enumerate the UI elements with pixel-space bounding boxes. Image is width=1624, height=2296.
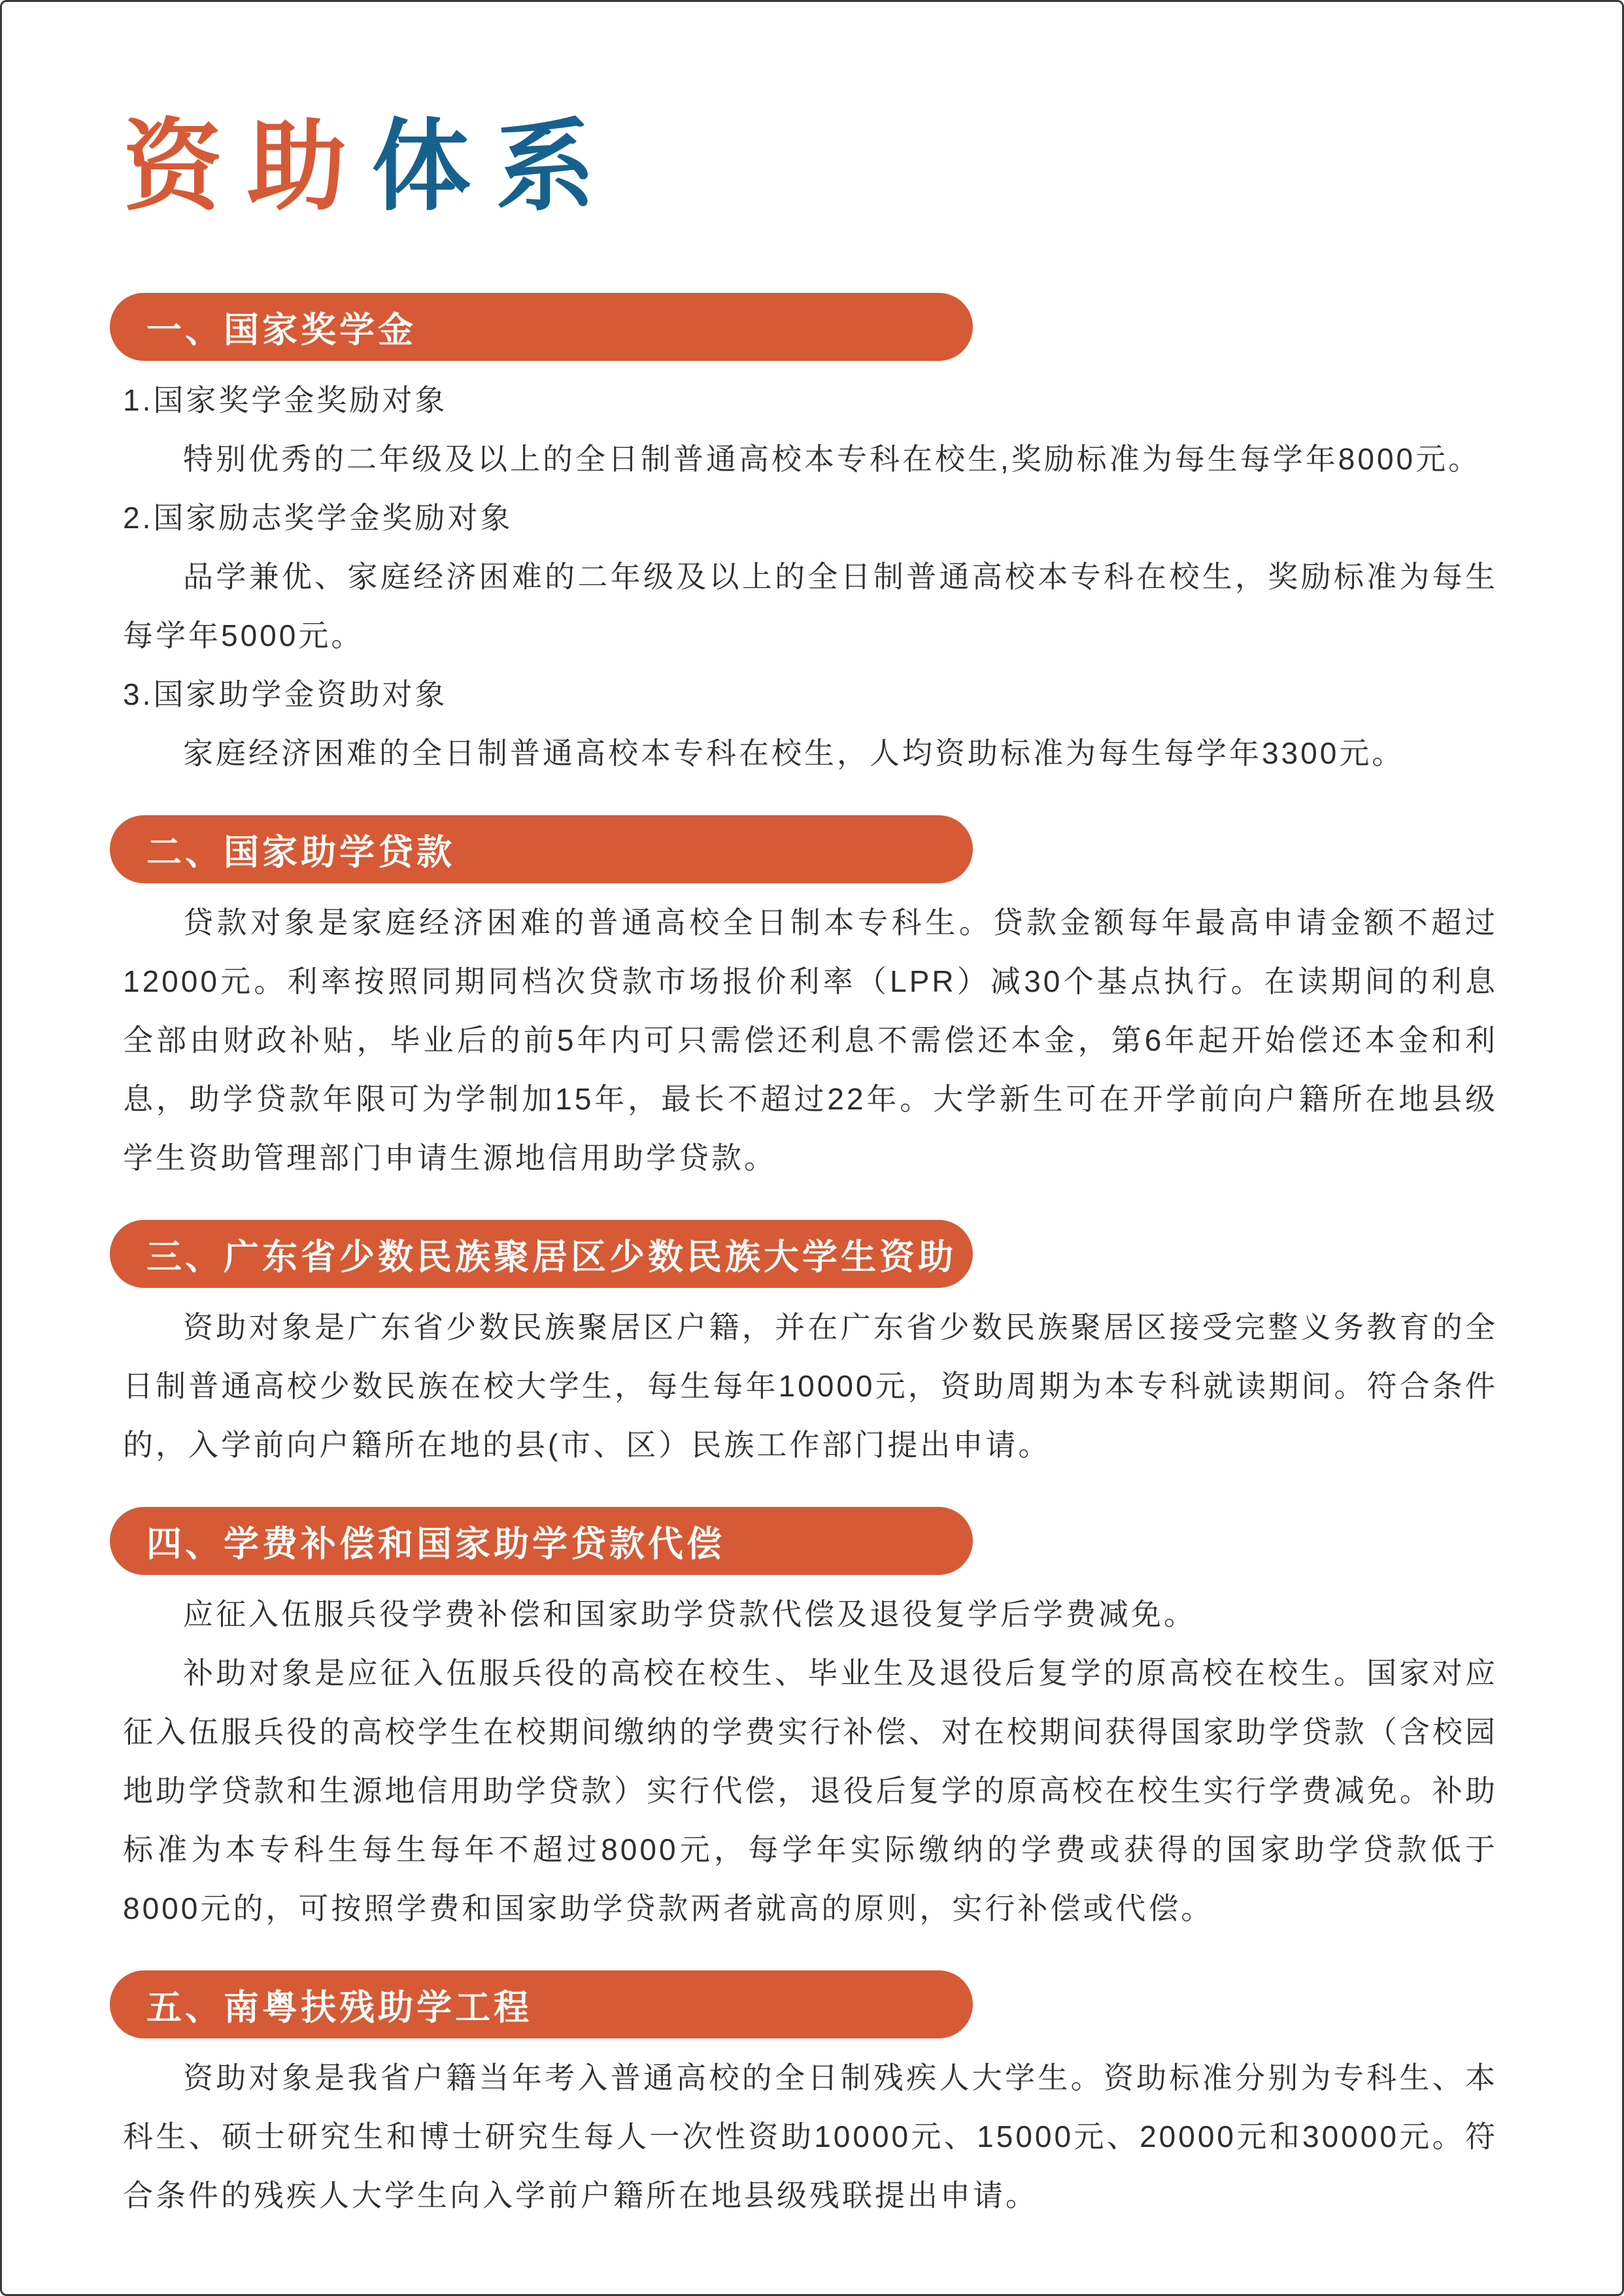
section-heading-banner: [110, 815, 973, 883]
section-body: [123, 371, 1498, 783]
paragraph: 特别优秀的二年级及以上的全日制普通高校本专科在校生,奖励标准为每生每学年8000元。: [183, 442, 1481, 476]
paragraph: 资助对象是广东省少数民族聚居区户籍，并在广东省少数民族聚居区接受完整义务教育的全日制普通高校少数民族在校大学生，每生每年10000元，资助周期为本专科就读期间。符合条件的，入学前向户籍所在地的县(市、区）民族工作部门提出申请。: [123, 1310, 1498, 1462]
section-tuition-compensation: [2, 1507, 1622, 1938]
section-body: [123, 893, 1498, 1187]
section-heading-label: 一、国家奖学金: [146, 310, 416, 350]
section-heading-label: 四、学费补偿和国家助学贷款代偿: [146, 1524, 725, 1564]
section-body: [123, 2048, 1498, 2225]
section-heading-label: 五、南粤扶残助学工程: [146, 1987, 532, 2027]
section-heading-banner: [110, 293, 973, 361]
section-national-scholarship: [2, 293, 1622, 783]
paragraph: 应征入伍服兵役学费补偿和国家助学贷款代偿及退役复学后学费减免。: [183, 1597, 1196, 1631]
section-heading-banner: [110, 1507, 973, 1575]
section-national-student-loan: [2, 815, 1622, 1187]
section-heading-label: 三、广东省少数民族聚居区少数民族大学生资助: [146, 1237, 956, 1277]
paragraph: 3.国家助学金资助对象: [123, 677, 448, 711]
section-heading-label: 二、国家助学贷款: [146, 832, 455, 872]
paragraph: 补助对象是应征入伍服兵役的高校在校生、毕业生及退役后复学的原高校在校生。国家对应征入伍服兵役的高校学生在校期间缴纳的学费实行补偿、对在校期间获得国家助学贷款（含校园地助学贷款和生源地信用助学贷款）实行代偿，退役后复学的原高校在校生实行学费减免。补助标准为本专科生每生每年不超过8000元，每学年实际缴纳的学费或获得的国家助学贷款低于8000元的，可按照学费和国家助学贷款两者就高的原则，实行补偿或代偿。: [123, 1656, 1498, 1925]
section-heading-banner: [110, 1220, 973, 1288]
paragraph: 贷款对象是家庭经济困难的普通高校全日制本专科生。贷款金额每年最高申请金额不超过12000元。利率按照同期同档次贷款市场报价利率（LPR）减30个基点执行。在读期间的利息全部由财政补贴，毕业后的前5年内可只需偿还利息不需偿还本金，第6年起开始偿还本金和利息，助学贷款年限可为学制加15年，最长不超过22年。大学新生可在开学前向户籍所在地县级学生资助管理部门申请生源地信用助学贷款。: [123, 905, 1498, 1175]
section-minority-region-subsidy: [2, 1220, 1622, 1474]
section-body: [123, 1585, 1498, 1938]
page-title-part-zizhu: 资助: [123, 111, 371, 222]
paragraph: 资助对象是我省户籍当年考入普通高校的全日制残疾人大学生。资助标准分别为专科生、本科生、硕士研究生和博士研究生每人一次性资助10000元、15000元、20000元和30000元。符合条件的残疾人大学生向入学前户籍所在地县级残联提出申请。: [123, 2061, 1498, 2212]
paragraph: 1.国家奖学金奖励对象: [123, 383, 448, 417]
section-heading-banner: [110, 1970, 973, 2038]
page-title-part-tixi: 体系: [371, 111, 620, 222]
paragraph: 2.国家励志奖学金奖励对象: [123, 501, 513, 535]
section-nanyue-disability-aid: [2, 1970, 1622, 2225]
page-title: [123, 111, 1622, 222]
section-body: [123, 1298, 1498, 1474]
paragraph: 家庭经济困难的全日制普通高校本专科在校生，人均资助标准为每生每学年3300元。: [183, 736, 1405, 770]
paragraph: 品学兼优、家庭经济困难的二年级及以上的全日制普通高校本专科在校生，奖励标准为每生每学年5000元。: [123, 560, 1498, 652]
